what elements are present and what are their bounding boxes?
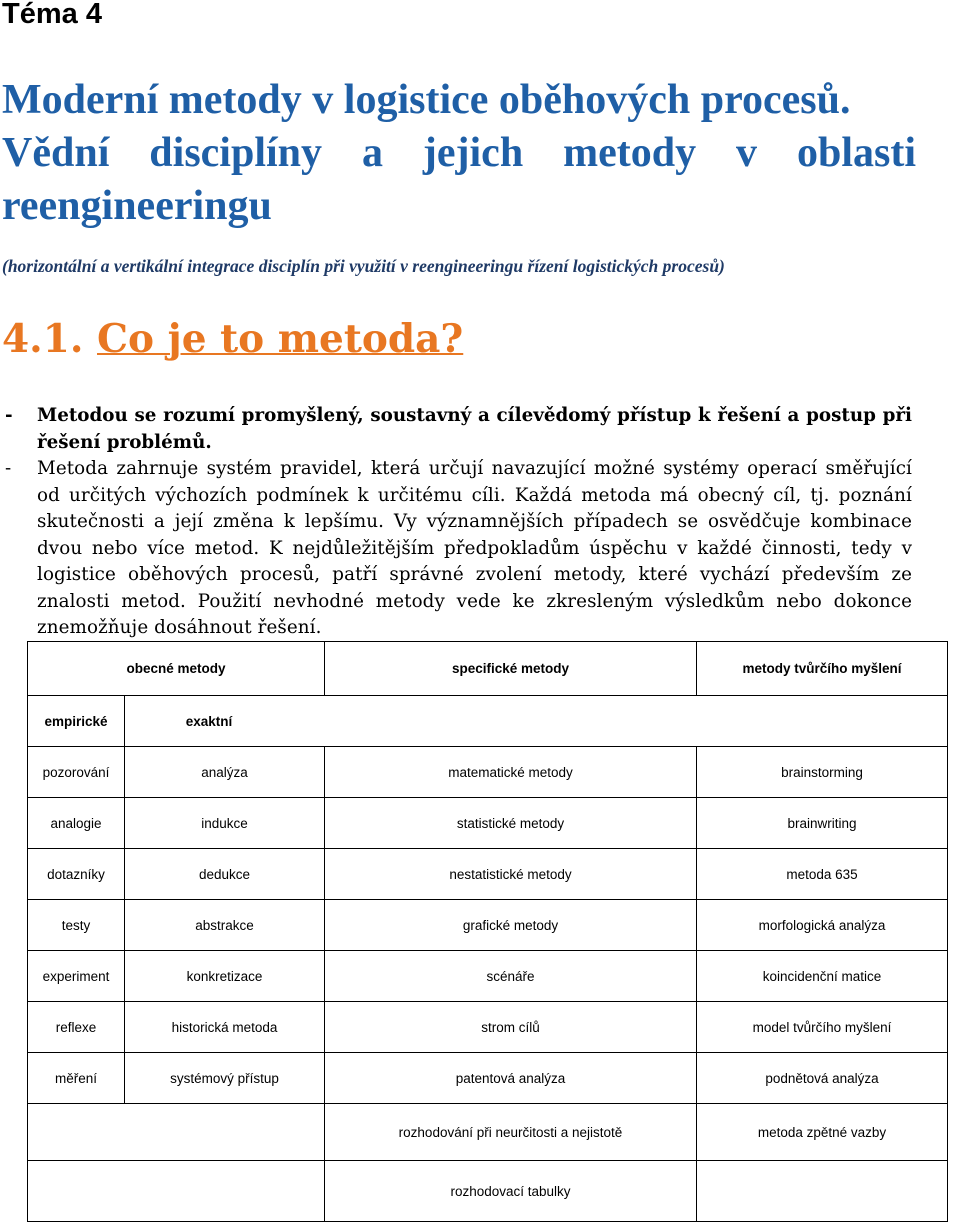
- table-cell: rozhodování při neurčitosti a nejistotě: [325, 1104, 697, 1161]
- table-cell: metoda 635: [697, 849, 948, 900]
- table-row: [28, 1104, 948, 1161]
- table-cell: testy: [28, 900, 125, 951]
- table-cell: dotazníky: [28, 849, 125, 900]
- header-general-methods: obecné metody: [28, 642, 325, 696]
- table-cell: metoda zpětné vazby: [697, 1104, 948, 1161]
- subheader-exact: exaktní: [185, 713, 233, 729]
- table-cell: analogie: [28, 798, 125, 849]
- header-creative-methods: metody tvůrčího myšlení: [697, 642, 948, 696]
- title-line-1: Moderní metody v logistice oběhových procesů.: [2, 77, 851, 123]
- table-cell: podnětová analýza: [697, 1053, 948, 1104]
- table-cell: analýza: [125, 747, 325, 798]
- table-row: [28, 849, 948, 900]
- table-cell: konkretizace: [125, 951, 325, 1002]
- table-row: [28, 1161, 948, 1222]
- header-specific-methods: specifické metody: [325, 642, 697, 696]
- table-cell: morfologická analýza: [697, 900, 948, 951]
- paragraph-text: Metodou se rozumí promyšlený, soustavný a cílevědomý přístup k řešení a postup při řešení problémů.: [37, 405, 912, 453]
- table-cell: grafické metody: [325, 900, 697, 951]
- topic-label: Téma 4: [2, 0, 102, 30]
- paragraph-method-description: [5, 456, 912, 642]
- methods-table: [27, 641, 948, 1222]
- table-cell: abstrakce: [125, 900, 325, 951]
- table-cell-empty: [28, 1161, 325, 1222]
- table-row: [28, 900, 948, 951]
- table-cell: statistické metody: [325, 798, 697, 849]
- table-cell: pozorování: [28, 747, 125, 798]
- title-line-2: Vědní disciplíny a jejich metody v oblasti: [2, 130, 916, 176]
- table-row: [28, 747, 948, 798]
- table-cell: matematické metody: [325, 747, 697, 798]
- section-title: Co je to metoda?: [97, 316, 464, 362]
- table-cell: měření: [28, 1053, 125, 1104]
- title-line-3: reengineeringu: [2, 183, 272, 229]
- table-cell: reflexe: [28, 1002, 125, 1053]
- table-row: [28, 1053, 948, 1104]
- list-dash: -: [5, 458, 12, 479]
- table-header-row: [28, 642, 948, 696]
- paragraph-text: Metoda zahrnuje systém pravidel, která určují navazující možné systémy operací směřující od určitých výchozích podmínek k určitému cíli. Každá metoda má obecný cíl, tj. poznání skutečnosti a její změna k lepšímu. Vy významnějších případech se osvědčuje kombinace dvou nebo více metod. K nejdůležitějším předpokladům úspěchu v každé činnosti, tedy v logistice oběhových procesů, patří správné zvolení metody, které vychází především ze znalosti metod. Použití nevhodné metody vede ke zkresleným výsledkům nebo dokonce znemožňuje dosáhnout řešení.: [37, 458, 912, 638]
- section-heading: [2, 318, 463, 361]
- table-row: [28, 1002, 948, 1053]
- table-subheader-row: [28, 696, 948, 747]
- table-cell: brainwriting: [697, 798, 948, 849]
- table-cell: dedukce: [125, 849, 325, 900]
- table-row: [28, 951, 948, 1002]
- table-cell: historická metoda: [125, 1002, 325, 1053]
- document-title: [2, 74, 916, 233]
- table-cell: systémový přístup: [125, 1053, 325, 1104]
- table-cell: patentová analýza: [325, 1053, 697, 1104]
- list-dash: -: [5, 405, 13, 426]
- table-cell: [697, 1161, 948, 1222]
- table-cell-empty: [28, 1104, 325, 1161]
- table-cell: strom cílů: [325, 1002, 697, 1053]
- paragraph-definition: [5, 403, 912, 456]
- subheader-exact-cell: [125, 696, 948, 747]
- table-cell: nestatistické metody: [325, 849, 697, 900]
- table-cell: scénáře: [325, 951, 697, 1002]
- table-cell: experiment: [28, 951, 125, 1002]
- table-cell: koincidenční matice: [697, 951, 948, 1002]
- table-cell: brainstorming: [697, 747, 948, 798]
- document-subtitle: (horizontální a vertikální integrace disciplín při využití v reengineeringu řízení logistických procesů): [2, 256, 725, 276]
- subheader-empirical: empirické: [28, 696, 125, 747]
- table-row: [28, 798, 948, 849]
- table-cell: model tvůrčího myšlení: [697, 1002, 948, 1053]
- section-number: 4.1.: [2, 316, 84, 362]
- table-cell: rozhodovací tabulky: [325, 1161, 697, 1222]
- table-cell: indukce: [125, 798, 325, 849]
